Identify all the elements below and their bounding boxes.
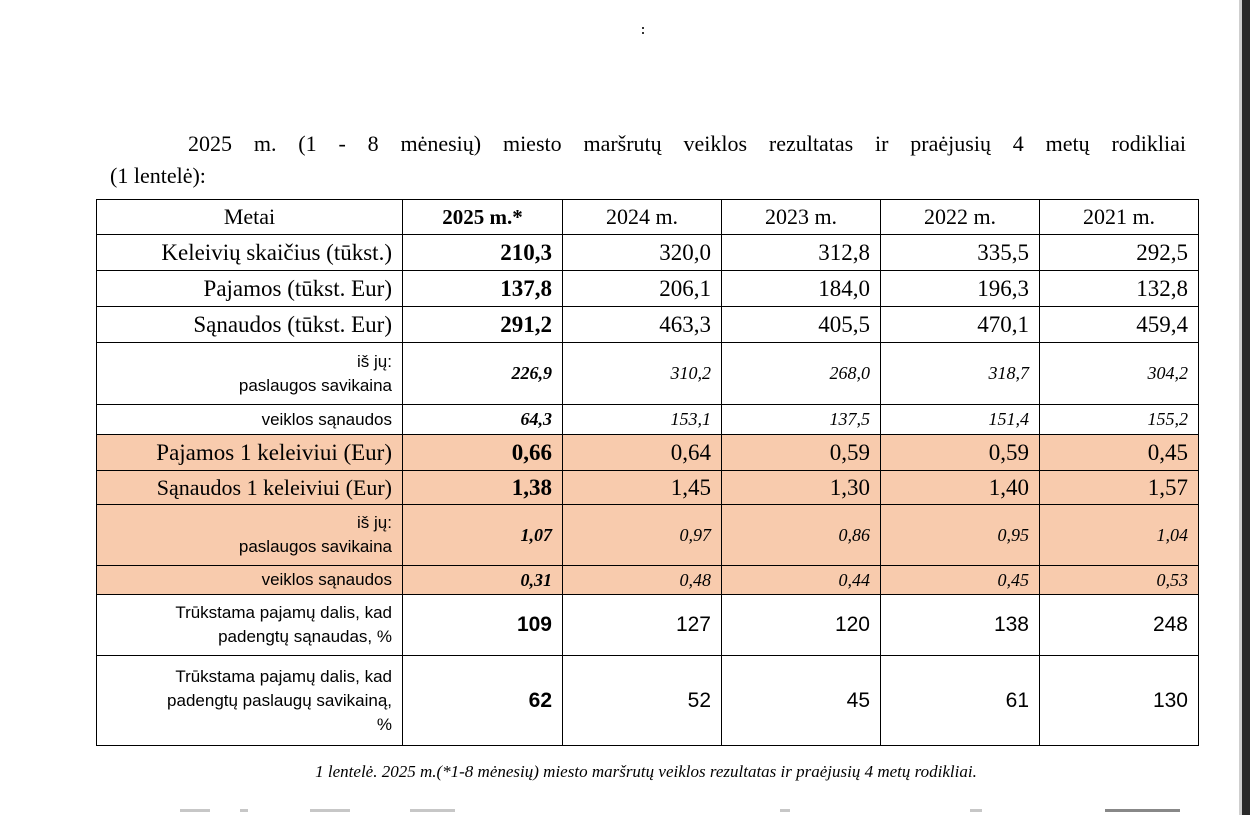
cell-2024: 127 [563, 595, 722, 656]
header-2024: 2024 m. [563, 200, 722, 235]
intro-line-2: (1 lentelė): [110, 163, 206, 188]
row-label-line: paslaugos savikaina [238, 375, 392, 395]
cut-off-next-line [180, 806, 1190, 815]
cell-2022: 151,4 [881, 405, 1040, 435]
row-label [97, 235, 403, 271]
row-label-line: Trūkstama pajamų dalis, kad [175, 666, 392, 686]
cell-2025: 226,9 [403, 343, 563, 405]
cell-2023: 268,0 [722, 343, 881, 405]
scan-speck [641, 27, 645, 35]
cell-2025: 1,38 [403, 471, 563, 505]
header-2022: 2022 m. [881, 200, 1040, 235]
cell-2024: 0,97 [563, 505, 722, 566]
row-label-line: iš jų: [357, 351, 392, 371]
cell-2021: 248 [1040, 595, 1199, 656]
header-2023: 2023 m. [722, 200, 881, 235]
row-label [97, 405, 403, 435]
cell-2024: 320,0 [563, 235, 722, 271]
table-row [97, 435, 1199, 471]
row-label-line: paslaugos savikaina [238, 537, 392, 556]
cell-2024: 0,64 [563, 435, 722, 471]
table-row [97, 271, 1199, 307]
cell-2024: 153,1 [563, 405, 722, 435]
table-row [97, 235, 1199, 271]
row-label [97, 271, 403, 307]
scan-right-edge [1242, 0, 1250, 815]
header-2025: 2025 m.* [403, 200, 563, 235]
cell-2024: 463,3 [563, 307, 722, 343]
row-label-line: Sąnaudos (tūkst. Eur) [193, 311, 392, 337]
row-label [97, 566, 403, 595]
cell-2022: 335,5 [881, 235, 1040, 271]
row-label [97, 307, 403, 343]
table-row [97, 405, 1199, 435]
cell-2025: 64,3 [403, 405, 563, 435]
cell-2022: 318,7 [881, 343, 1040, 405]
table-row [97, 656, 1199, 746]
cell-2023: 405,5 [722, 307, 881, 343]
intro-line-1: 2025 m. (1 - 8 mėnesių) miesto maršrutų veiklos rezultatas ir praėjusių 4 metų rodikliai [188, 131, 1186, 156]
row-label-line: Pajamos (tūkst. Eur) [203, 275, 392, 301]
cell-2021: 155,2 [1040, 405, 1199, 435]
cell-2025: 109 [403, 595, 563, 656]
row-label-line: Sąnaudos 1 keleiviui (Eur) [156, 474, 392, 500]
cell-2022: 61 [881, 656, 1040, 746]
cell-2023: 1,30 [722, 471, 881, 505]
cell-2025: 291,2 [403, 307, 563, 343]
row-label [97, 471, 403, 505]
row-label-line: % [376, 714, 392, 734]
intro-paragraph [110, 128, 1186, 192]
row-label [97, 435, 403, 471]
row-label-line: veiklos sąnaudos [261, 570, 392, 589]
row-label-line: iš jų: [357, 513, 392, 532]
row-label-line: padengtų paslaugų savikainą, [167, 690, 392, 710]
cell-2021: 0,45 [1040, 435, 1199, 471]
cell-2021: 1,57 [1040, 471, 1199, 505]
cell-2024: 0,48 [563, 566, 722, 595]
cell-2024: 206,1 [563, 271, 722, 307]
cell-2021: 292,5 [1040, 235, 1199, 271]
row-label [97, 656, 403, 746]
cell-2023: 184,0 [722, 271, 881, 307]
cell-2022: 1,40 [881, 471, 1040, 505]
table-row [97, 343, 1199, 405]
cell-2022: 196,3 [881, 271, 1040, 307]
cell-2021: 130 [1040, 656, 1199, 746]
cell-2025: 0,66 [403, 435, 563, 471]
cell-2025: 137,8 [403, 271, 563, 307]
cell-2021: 304,2 [1040, 343, 1199, 405]
table-caption: 1 lentelė. 2025 m.(*1-8 mėnesių) miesto maršrutų veiklos rezultatas ir praėjusių 4 metų rodikliai. [315, 762, 977, 781]
cell-2023: 45 [722, 656, 881, 746]
table-row [97, 307, 1199, 343]
row-label-line: Keleivių skaičius (tūkst.) [161, 239, 392, 265]
cell-2025: 210,3 [403, 235, 563, 271]
cell-2022: 0,59 [881, 435, 1040, 471]
results-table [96, 199, 1199, 746]
header-2021: 2021 m. [1040, 200, 1199, 235]
cell-2022: 470,1 [881, 307, 1040, 343]
cell-2022: 138 [881, 595, 1040, 656]
cell-2023: 120 [722, 595, 881, 656]
cell-2024: 52 [563, 656, 722, 746]
table-row [97, 595, 1199, 656]
row-label [97, 343, 403, 405]
cell-2022: 0,45 [881, 566, 1040, 595]
cell-2025: 1,07 [403, 505, 563, 566]
cell-2021: 1,04 [1040, 505, 1199, 566]
cell-2023: 0,59 [722, 435, 881, 471]
cell-2025: 0,31 [403, 566, 563, 595]
table-row [97, 471, 1199, 505]
table-row [97, 566, 1199, 595]
table-header-row [97, 200, 1199, 235]
row-label-line: padengtų sąnaudas, % [218, 627, 392, 646]
cell-2021: 132,8 [1040, 271, 1199, 307]
cell-2023: 0,86 [722, 505, 881, 566]
table-row [97, 505, 1199, 566]
header-metai: Metai [97, 200, 403, 235]
cell-2021: 0,53 [1040, 566, 1199, 595]
cell-2024: 310,2 [563, 343, 722, 405]
cell-2021: 459,4 [1040, 307, 1199, 343]
cell-2023: 0,44 [722, 566, 881, 595]
cell-2025: 62 [403, 656, 563, 746]
row-label-line: Pajamos 1 keleiviui (Eur) [156, 439, 392, 465]
row-label-line: veiklos sąnaudos [261, 409, 392, 429]
row-label [97, 505, 403, 566]
cell-2023: 137,5 [722, 405, 881, 435]
row-label [97, 595, 403, 656]
cell-2022: 0,95 [881, 505, 1040, 566]
cell-2023: 312,8 [722, 235, 881, 271]
row-label-line: Trūkstama pajamų dalis, kad [175, 603, 392, 622]
cell-2024: 1,45 [563, 471, 722, 505]
